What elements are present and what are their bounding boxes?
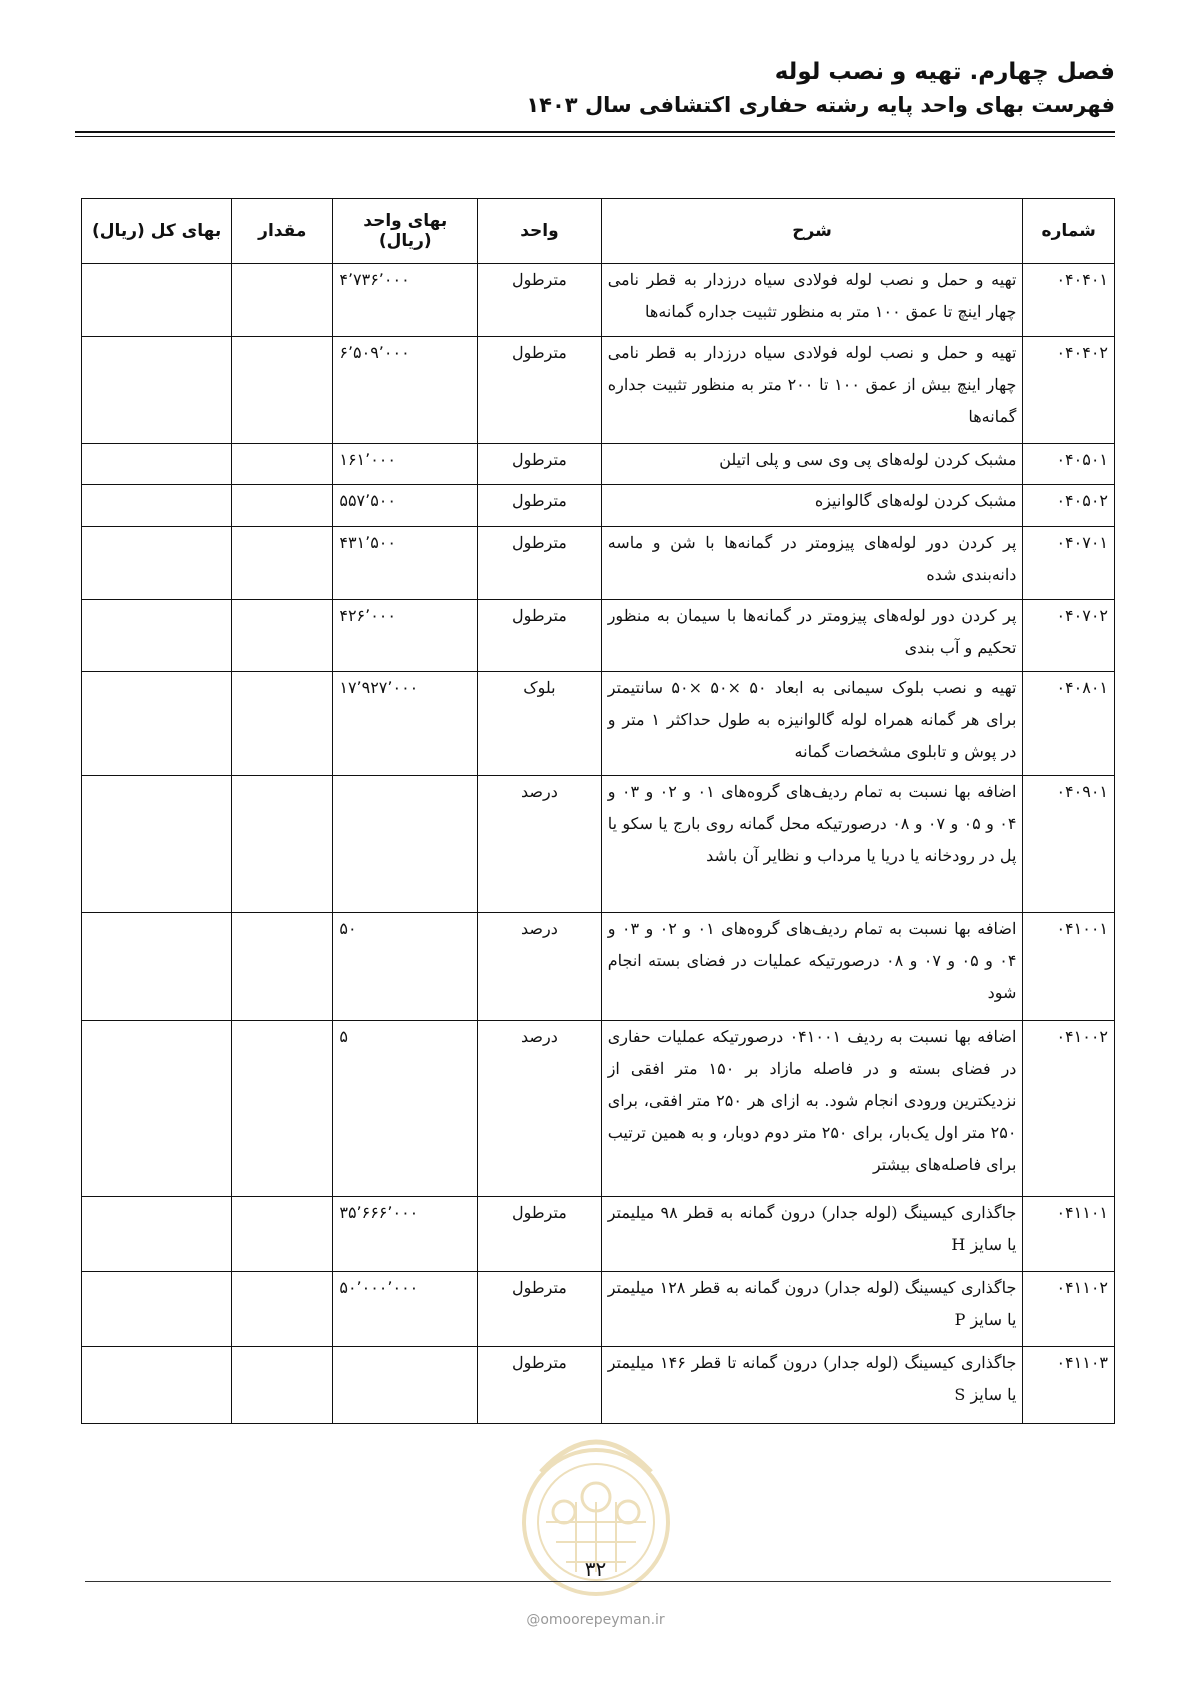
document-title: فهرست بهای واحد پایه رشته حفاری اکتشافی سال ۱۴۰۳ (526, 93, 1115, 117)
row-total (82, 527, 232, 600)
row-quantity (232, 776, 333, 913)
row-quantity (232, 1197, 333, 1272)
row-desc: جاگذاری کیسینگ (لوله جدار) درون گمانه تا قطر ۱۴۶ میلیمتر یا سایز S (601, 1347, 1023, 1424)
row-unit-price: ۵ (333, 1021, 478, 1197)
row-code: ۰۴۰۴۰۲ (1023, 337, 1115, 444)
row-unit-price: ۴٬۷۳۶٬۰۰۰ (333, 264, 478, 337)
row-total (82, 1197, 232, 1272)
col-header-code: شماره (1023, 199, 1115, 264)
row-unit: بلوک (478, 672, 602, 776)
row-code: ۰۴۱۰۰۱ (1023, 913, 1115, 1021)
table-row (82, 337, 1115, 444)
row-unit: مترطول (478, 485, 602, 527)
row-unit: مترطول (478, 264, 602, 337)
row-code: ۰۴۱۱۰۳ (1023, 1347, 1115, 1424)
row-desc: مشبک کردن لوله‌های پی وی سی و پلی اتیلن (601, 444, 1023, 485)
row-quantity (232, 527, 333, 600)
header-rule-thin (75, 136, 1115, 137)
row-quantity (232, 1021, 333, 1197)
row-quantity (232, 600, 333, 672)
row-total (82, 600, 232, 672)
row-code: ۰۴۰۷۰۱ (1023, 527, 1115, 600)
row-total (82, 1021, 232, 1197)
col-header-unit-price: بهای واحد (ریال) (333, 199, 478, 264)
row-total (82, 264, 232, 337)
row-total (82, 337, 232, 444)
table-row (82, 913, 1115, 1021)
row-code: ۰۴۰۹۰۱ (1023, 776, 1115, 913)
row-desc: پر کردن دور لوله‌های پیزومتر در گمانه‌ها با شن و ماسه دانه‌بندی شده (601, 527, 1023, 600)
row-unit: مترطول (478, 1272, 602, 1347)
row-desc: اضافه بها نسبت به ردیف ۰۴۱۰۰۱ درصورتیکه عملیات حفاری در فضای بسته و در فاصله مازاد بر ۱۵۰ متر افقی از نزدیکترین ورودی انجام شود. به ازای هر ۲۵۰ متر افقی، برای ۲۵۰ متر اول یک‌بار، برای ۲۵۰ متر دوم دوبار، و به همین ترتیب برای فاصله‌های بیشتر (601, 1021, 1023, 1197)
row-desc: تهیه و نصب بلوک سیمانی به ابعاد ۵۰ ×۵۰ ×۵۰ سانتیمتر برای هر گمانه همراه لوله گالوانیزه به طول حداکثر ۱ متر و در پوش و تابلوی مشخصات گمانه (601, 672, 1023, 776)
row-total (82, 913, 232, 1021)
row-unit-price: ۵۵۷٬۵۰۰ (333, 485, 478, 527)
row-total (82, 776, 232, 913)
row-quantity (232, 337, 333, 444)
row-desc: پر کردن دور لوله‌های پیزومتر در گمانه‌ها با سیمان به منظور تحکیم و آب بندی (601, 600, 1023, 672)
table-row (82, 1021, 1115, 1197)
table-row (82, 1197, 1115, 1272)
row-code: ۰۴۰۵۰۱ (1023, 444, 1115, 485)
row-code: ۰۴۰۵۰۲ (1023, 485, 1115, 527)
row-quantity (232, 1347, 333, 1424)
row-quantity (232, 264, 333, 337)
row-unit: مترطول (478, 600, 602, 672)
col-header-total: بهای کل (ریال) (82, 199, 232, 264)
row-total (82, 672, 232, 776)
row-unit-price: ۴۳۱٬۵۰۰ (333, 527, 478, 600)
row-unit-price: ۵۰ (333, 913, 478, 1021)
col-header-desc: شرح (601, 199, 1023, 264)
table-row (82, 1272, 1115, 1347)
table-row (82, 527, 1115, 600)
table-row (82, 600, 1115, 672)
row-code: ۰۴۰۷۰۲ (1023, 600, 1115, 672)
row-desc: تهیه و حمل و نصب لوله فولادی سیاه درزدار به قطر نامی چهار اینچ تا عمق ۱۰۰ متر به منظور تثبیت جداره گمانه‌ها (601, 264, 1023, 337)
row-total (82, 485, 232, 527)
row-unit-price: ۶٬۵۰۹٬۰۰۰ (333, 337, 478, 444)
row-quantity (232, 1272, 333, 1347)
table-row (82, 776, 1115, 913)
row-unit-price: ۵۰٬۰۰۰٬۰۰۰ (333, 1272, 478, 1347)
row-unit-price: ۴۲۶٬۰۰۰ (333, 600, 478, 672)
header-rule-thick (75, 131, 1115, 133)
row-unit: مترطول (478, 337, 602, 444)
row-unit: مترطول (478, 527, 602, 600)
row-unit: مترطول (478, 444, 602, 485)
table-row (82, 672, 1115, 776)
table-header-row (82, 199, 1115, 264)
row-unit-price: ۱۶۱٬۰۰۰ (333, 444, 478, 485)
table-row (82, 485, 1115, 527)
page-number: ۳۲ (584, 1557, 607, 1581)
row-unit: درصد (478, 776, 602, 913)
row-quantity (232, 485, 333, 527)
row-desc: اضافه بها نسبت به تمام ردیف‌های گروه‌های ۰۱ و ۰۲ و ۰۳ و ۰۴ و ۰۵ و ۰۷ و ۰۸ درصورتیکه محل گمانه روی بارج یا سکو یا پل در رودخانه یا دریا یا مرداب و نظایر آن باشد (601, 776, 1023, 913)
row-code: ۰۴۰۴۰۱ (1023, 264, 1115, 337)
row-unit: درصد (478, 1021, 602, 1197)
row-unit: مترطول (478, 1347, 602, 1424)
row-quantity (232, 672, 333, 776)
row-unit-price: ۳۵٬۶۶۶٬۰۰۰ (333, 1197, 478, 1272)
row-unit: درصد (478, 913, 602, 1021)
row-desc: مشبک کردن لوله‌های گالوانیزه (601, 485, 1023, 527)
col-header-quantity: مقدار (232, 199, 333, 264)
row-total (82, 444, 232, 485)
price-table (81, 198, 1115, 1424)
page-header (75, 55, 1115, 121)
row-desc: جاگذاری کیسینگ (لوله جدار) درون گمانه به قطر ۱۲۸ میلیمتر یا سایز P (601, 1272, 1023, 1347)
row-desc: اضافه بها نسبت به تمام ردیف‌های گروه‌های ۰۱ و ۰۲ و ۰۳ و ۰۴ و ۰۵ و ۰۷ و ۰۸ درصورتیکه عملیات در فضای بسته انجام شود (601, 913, 1023, 1021)
chapter-title: فصل چهارم. تهیه و نصب لوله (774, 59, 1115, 85)
row-code: ۰۴۰۸۰۱ (1023, 672, 1115, 776)
row-unit: مترطول (478, 1197, 602, 1272)
row-unit-price (333, 1347, 478, 1424)
row-unit-price: ۱۷٬۹۲۷٬۰۰۰ (333, 672, 478, 776)
site-link[interactable]: @omoorepeyman.ir (526, 1612, 665, 1628)
row-quantity (232, 913, 333, 1021)
table-row (82, 444, 1115, 485)
col-header-unit: واحد (478, 199, 602, 264)
row-total (82, 1272, 232, 1347)
row-desc: تهیه و حمل و نصب لوله فولادی سیاه درزدار به قطر نامی چهار اینچ بیش از عمق ۱۰۰ تا ۲۰۰ متر به منظور تثبیت جداره گمانه‌ها (601, 337, 1023, 444)
row-code: ۰۴۱۰۰۲ (1023, 1021, 1115, 1197)
footer-rule (85, 1581, 1111, 1582)
row-code: ۰۴۱۱۰۲ (1023, 1272, 1115, 1347)
table-row (82, 264, 1115, 337)
row-unit-price (333, 776, 478, 913)
row-total (82, 1347, 232, 1424)
row-quantity (232, 444, 333, 485)
row-desc: جاگذاری کیسینگ (لوله جدار) درون گمانه به قطر ۹۸ میلیمتر یا سایز H (601, 1197, 1023, 1272)
row-code: ۰۴۱۱۰۱ (1023, 1197, 1115, 1272)
